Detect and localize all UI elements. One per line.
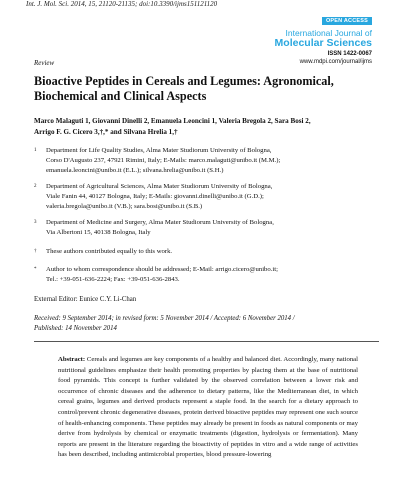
open-access-badge: OPEN ACCESS xyxy=(322,17,372,25)
affiliation-line: Viale Fanin 44, 40127 Bologna, Italy; E-Mails: giovanni.dinelli@unibo.it (G.D.); xyxy=(46,193,264,201)
journal-issn: ISSN 1422-0067 xyxy=(327,51,372,57)
affiliation-2 xyxy=(34,182,379,213)
abstract-text: Cereals and legumes are key components of a healthy and balanced diet. Accordingly, many national nutritional guidelines emphasize their health promoting properties by placing them at the base of nutritional food pyramids. This concept is further validated by the observed correlation between a lower risk and occurrence of chronic diseases and the adherence to dietary patterns, like the Mediterranean diet, in which cereal grains, legumes and derived products represent a staple food. In the search for a dietary approach to control/prevent chronic degenerative diseases, protein derived bioactive peptides may represent one such source of health-enhancing components. These peptides may already be present in foods as natural components or may derive from hydrolysis by chemical or enzymatic treatments (digestion, hydrolysis or fermentation). Many reports are present in the literature regarding the bioactivity of peptides in vitro and a wide range of activities has been described, including antimicrobial properties, blood pressure-lowering xyxy=(58,356,358,459)
affiliation-1 xyxy=(34,146,379,177)
affiliation-line: Via Albertoni 15, 40138 Bologna, Italy xyxy=(46,229,151,237)
correspondence-note xyxy=(34,265,379,285)
abstract xyxy=(58,355,358,461)
dates-line-1: Received: 9 September 2014; in revised form: 5 November 2014 / Accepted: 6 November 2014 / xyxy=(34,315,295,322)
author-line-2: Arrigo F. G. Cicero 3,†,* and Silvana Hrelia 1,† xyxy=(34,128,178,136)
affiliation-number: 1 xyxy=(34,148,37,153)
journal-url[interactable]: www.mdpi.com/journal/ijms xyxy=(299,59,372,65)
affiliation-line: valeria.bregola@unibo.it (V.B.); sara.bosi@unibo.it (S.B.) xyxy=(46,203,203,211)
section-divider xyxy=(34,341,379,342)
affiliation-line: Author to whom correspondence should be addressed; E-Mail: arrigo.cicero@unibo.it; xyxy=(46,266,278,273)
dates-line-2: Published: 14 November 2014 xyxy=(34,325,117,333)
affiliation-line: emanuela.leoncini@unibo.it (E.L.); silvana.hrelia@unibo.it (S.H.) xyxy=(46,167,224,175)
journal-name-line2: Molecular Sciences xyxy=(274,37,372,49)
affiliation-line: These authors contributed equally to this work. xyxy=(46,248,173,255)
paper-title: Bioactive Peptides in Cereals and Legumes: Agronomical, Biochemical and Clinical Aspects xyxy=(34,74,334,103)
author-list xyxy=(34,116,379,138)
abstract-label: Abstract: xyxy=(58,356,86,363)
journal-name-line1: International Journal of xyxy=(285,28,372,38)
affiliation-3 xyxy=(34,218,379,238)
affiliation-number: 3 xyxy=(34,220,37,225)
affiliation-line: Department for Life Quality Studies, Alma Mater Studiorum University of Bologna, xyxy=(46,147,272,154)
affiliation-line: Tel.: +39-051-636-2224; Fax: +39-051-636-2843. xyxy=(46,276,180,284)
affiliation-line: Corso D'Augusto 237, 47921 Rimini, Italy; E-Mails: marco.malaguti@unibo.it (M.M.); xyxy=(46,157,281,165)
author-line-1: Marco Malaguti 1, Giovanni Dinelli 2, Emanuela Leoncini 1, Valeria Bregola 2, Sara Bosi 2, xyxy=(34,117,311,125)
equal-contribution-note xyxy=(34,247,379,257)
citation-line: Int. J. Mol. Sci. 2014, 15, 21120-21135; doi:10.3390/ijms151121120 xyxy=(26,0,218,8)
affiliation-line: Department of Agricultural Sciences, Alma Mater Studiorum University of Bologna, xyxy=(46,183,273,190)
affiliation-number: 2 xyxy=(34,184,37,189)
publication-dates xyxy=(34,314,379,335)
affiliation-number: * xyxy=(34,267,37,272)
affiliation-line: Department of Medicine and Surgery, Alma Mater Studiorum University of Bologna, xyxy=(46,219,274,226)
journal-header xyxy=(237,9,372,65)
external-editor: External Editor: Eunice C.Y. Li-Chan xyxy=(34,296,137,303)
affiliation-number: † xyxy=(34,249,37,254)
article-type: Review xyxy=(34,59,55,67)
